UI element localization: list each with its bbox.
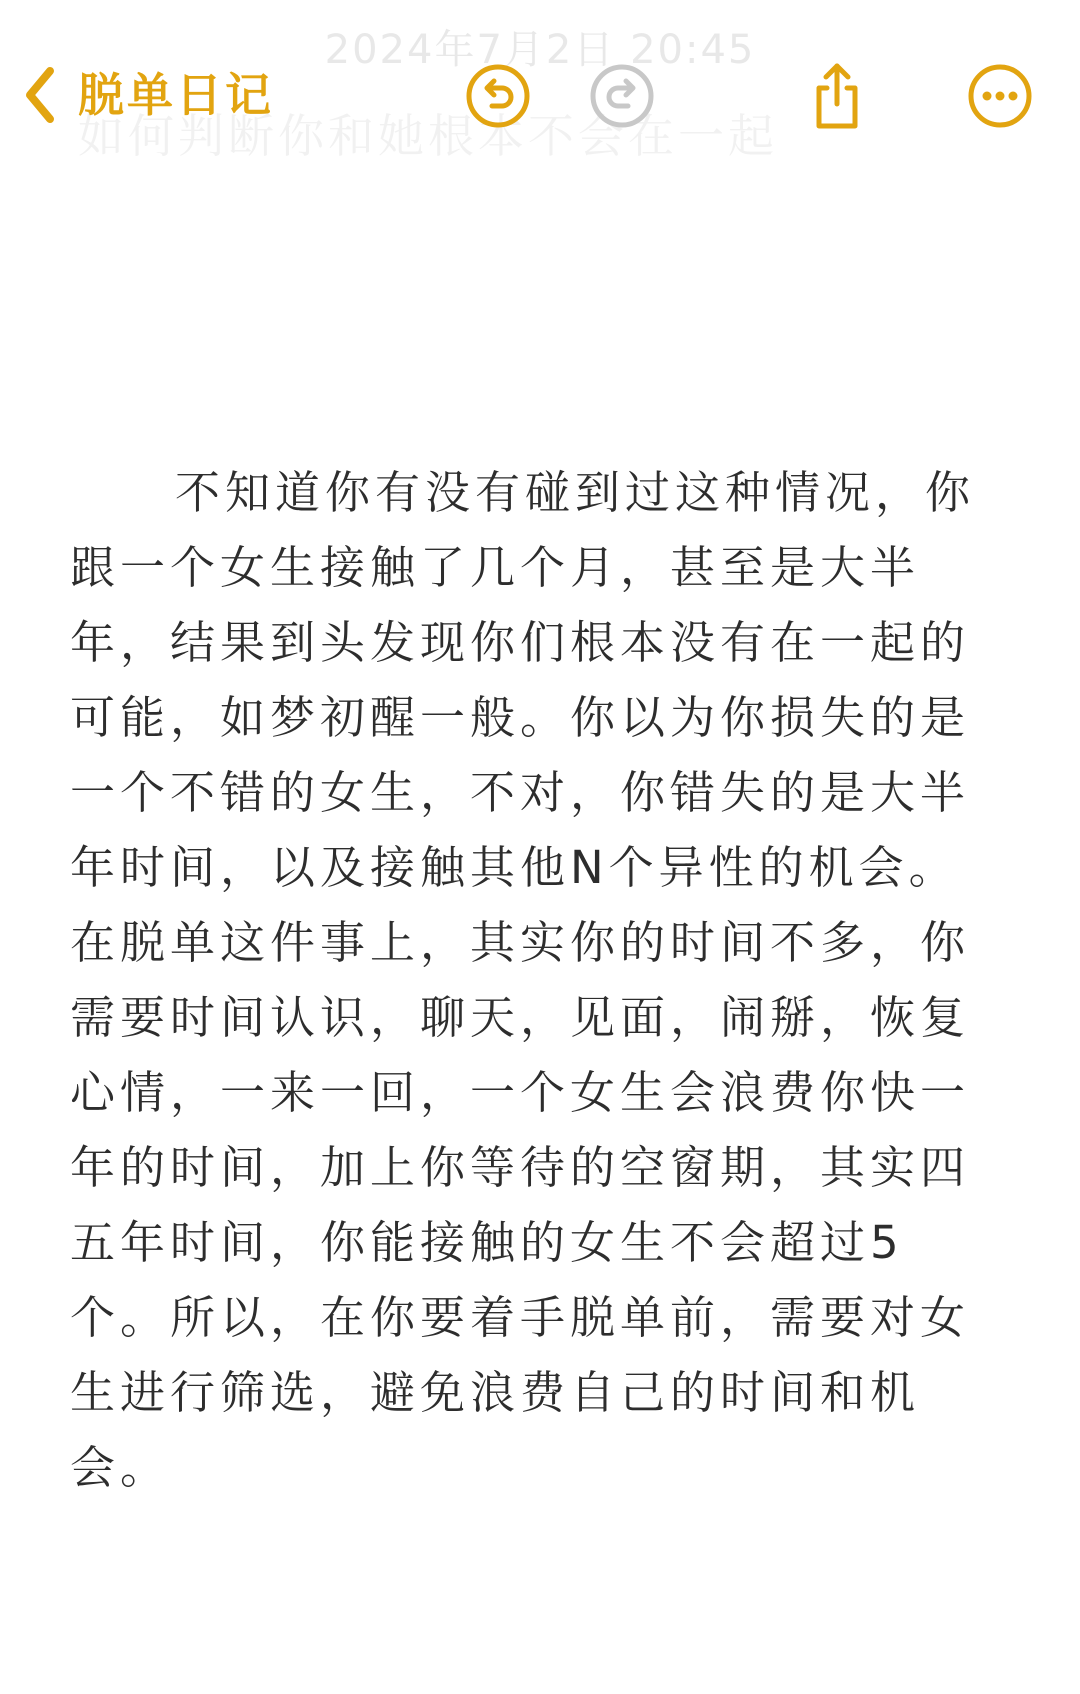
note-date-faded: 2024年7月2日 20:45 — [324, 27, 756, 73]
share-icon — [801, 60, 873, 132]
undo-icon — [462, 60, 534, 132]
note-title-faded: 如何判断你和她根本不会在一起 — [78, 109, 778, 163]
back-button[interactable] — [22, 62, 274, 128]
note-body[interactable]: 不知道你有没有碰到过这种情况，你跟一个女生接触了几个月，甚至是大半年，结果到头发现你们根本没有在一起的可能，如梦初醒一般。你以为你损失的是一个不错的女生，不对，你错失的是大半年时间，以及接触其他N个异性的机会。在脱单这件事上，其实你的时间不多，你需要时间认识，聊天，见面，闹掰，恢复心情，一来一回，一个女生会浪费你快一年的时间，加上你等待的空窗期，其实四五年时间，你能接触的女生不会超过5个。所以，在你要着手脱单前，需要对女生进行筛选，避免浪费自己的时间和机会。 — [70, 466, 976, 1494]
more-button[interactable] — [964, 60, 1036, 132]
redo-button[interactable] — [586, 60, 658, 132]
navigation-bar — [0, 0, 1080, 200]
redo-icon — [586, 60, 658, 132]
undo-button[interactable] — [462, 60, 534, 132]
back-button-label: 脱单日记 — [78, 68, 274, 122]
chevron-left-icon — [22, 65, 58, 125]
share-button[interactable] — [801, 60, 873, 132]
more-icon — [964, 60, 1036, 132]
